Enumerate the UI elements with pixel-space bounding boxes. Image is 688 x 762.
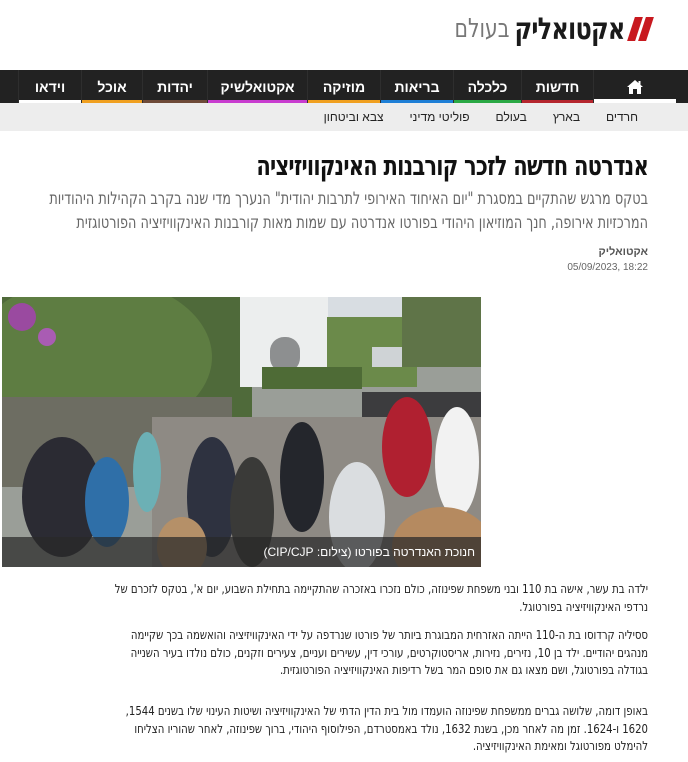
subnav-item-security[interactable]: צבא וביטחון <box>323 110 384 124</box>
subnav-item-israel[interactable]: בארץ <box>552 110 581 124</box>
nav-label: אוכל <box>97 78 127 95</box>
nav-label: אקטואלשיק <box>220 78 295 95</box>
nav-label: בריאות <box>394 78 440 95</box>
article-paragraph-3: באופן דומה, שלושה גברים ממשפחת שפינוזה הועמדו מול בית הדין הדתי של האינקוויזיציה ושיטות העינוי שלו בשנים 1544, 1620 ו-1624. זמן מה לאחר מכן, בשנת 1632, נולד באמסטרדם, הפילוסוף היהודי, ברוך שפינוזה, לאחר שהוריו הצליחו להימלט מפורטוגל ומאימת האינקוויזיציה. <box>125 703 648 753</box>
logo-section-text: בעולם <box>454 14 510 44</box>
nav-item-health[interactable] <box>380 70 453 103</box>
article-title: אנדרטה חדשה לזכר קורבנות האינקוויזיציה <box>256 151 648 182</box>
nav-label: חדשות <box>535 78 580 95</box>
subnav-item-world[interactable]: בעולם <box>495 110 527 124</box>
site-header <box>0 0 688 70</box>
article-byline <box>567 246 648 273</box>
nav-item-video[interactable] <box>18 70 81 103</box>
subnav-item-politics[interactable]: פוליטי מדיני <box>409 110 470 124</box>
article-paragraph-1: ילדה בת עשר, אישה בת 110 ובני משפחת שפינוזה, כולם נזכרו באזכרה שהתקיימה בתחילת השבוע, יום א', בטקס לזכרם של נרדפי האינקוויזיציה בפורטוגל. <box>114 581 648 614</box>
article-date: 05/09/2023, 18:22 <box>567 262 648 273</box>
nav-label: וידאו <box>34 78 66 95</box>
image-caption: חנוכת האנדרטה בפורטו (צילום: CIP/CJP) <box>2 537 481 567</box>
article-paragraph-2: ססיליה קרדוסו בת ה-110 הייתה האזרחית המבוגרת ביותר של פורטו שנרדפה על ידי האינקוויזיציה והואשמה בכך שקיימה מנהגים יהודיים. ילד בן 10, נזירים, נזירות, אריסטוקרטים, עורכי דין, עשירים ועניים, צעירים וזקנים, כולם נולדו בעיר השנייה בגודלה בפורטוגל, ושם מצאו גם את סופם המר בשל רדיפות האינקוויזיציה הפורטוגזית. <box>130 627 648 677</box>
nav-item-food[interactable] <box>81 70 142 103</box>
logo-mark-icon <box>627 17 654 41</box>
home-icon <box>626 79 644 95</box>
sub-nav <box>0 103 688 131</box>
main-nav <box>0 70 688 103</box>
nav-label: יהדות <box>157 78 193 95</box>
subnav-item-haredim[interactable]: חרדים <box>606 110 638 124</box>
article-subtitle: בטקס מרגש שהתקיים במסגרת "יום האיחוד האירופי לתרבות יהודית" הנערך מדי שנה בקרב הקהילות היהודיות המרכזיות אירופה, חנך המוזיאון היהודי בפורטו אנדרטה עם שמות מאות קורבנות האינקוויזיציה הפורטוגזית <box>49 189 648 233</box>
ceremony-photo <box>2 297 481 567</box>
article-image <box>2 297 481 567</box>
nav-item-music[interactable] <box>307 70 380 103</box>
nav-item-economy[interactable] <box>453 70 521 103</box>
nav-item-home[interactable] <box>593 70 676 103</box>
nav-label: מוזיקה <box>322 78 366 95</box>
logo-brand-text: אקטואליק <box>514 11 625 47</box>
article-author[interactable]: אקטואליק <box>598 246 648 258</box>
nav-item-judaism[interactable] <box>142 70 207 103</box>
site-logo[interactable] <box>439 10 650 48</box>
nav-item-news[interactable] <box>521 70 593 103</box>
nav-label: כלכלה <box>467 78 508 95</box>
nav-item-actualshik[interactable] <box>207 70 307 103</box>
